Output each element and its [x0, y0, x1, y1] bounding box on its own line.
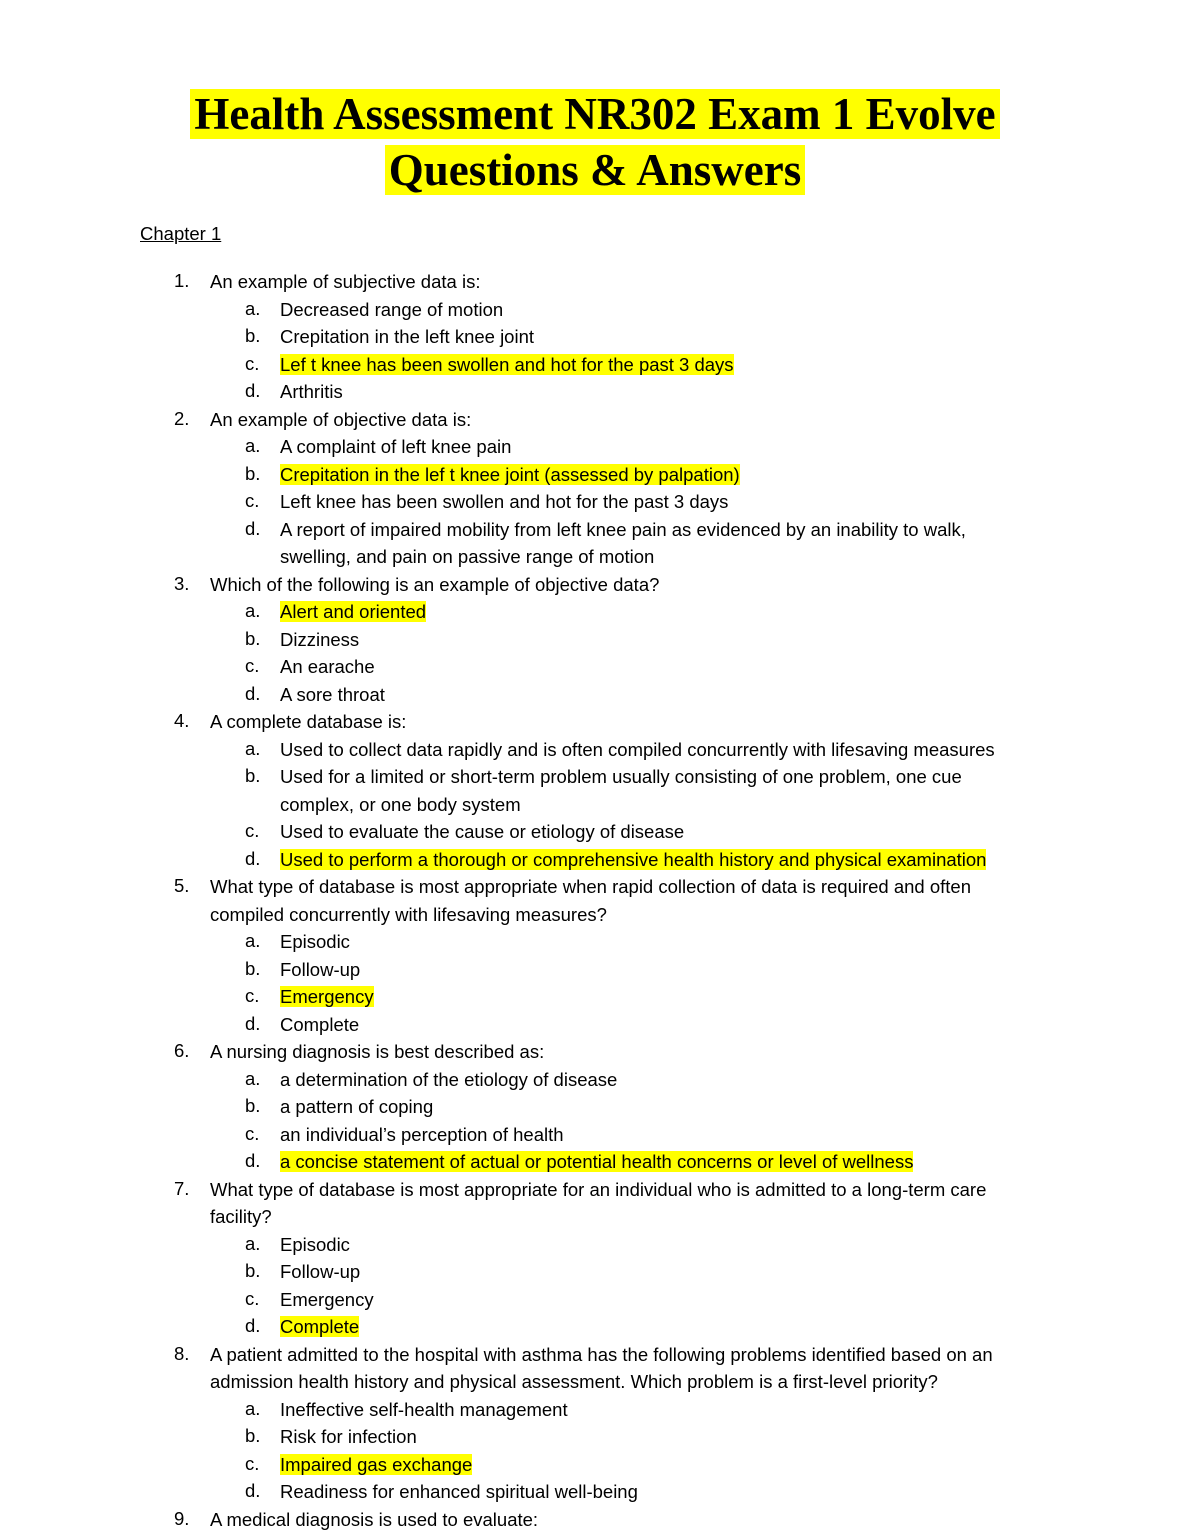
option-text: Dizziness [280, 628, 360, 650]
answer-option [0, 846, 1190, 874]
question-item [0, 406, 1190, 571]
option-letter: b. [245, 1260, 261, 1281]
option-letter: a. [245, 600, 261, 621]
option-text: Used for a limited or short-term problem usually consisting of one problem, one cue complex, or one body system [280, 766, 962, 815]
answer-option [0, 1093, 1190, 1121]
answer-option [0, 1451, 1190, 1479]
answer-option [0, 763, 1190, 818]
correct-answer-highlight: Emergency [280, 986, 374, 1007]
question-list [0, 268, 1190, 1533]
answer-option [0, 818, 1190, 846]
answer-options [0, 598, 1190, 708]
answer-option [0, 1121, 1190, 1149]
question-text: What type of database is most appropriate when rapid collection of data is required and often compiled concurrently with lifesaving measures? [210, 876, 972, 925]
chapter-heading: Chapter 1 [140, 223, 222, 244]
question-number: 7. [174, 1177, 190, 1199]
answer-option [0, 598, 1190, 626]
correct-answer-highlight: Crepitation in the lef t knee joint (assessed by palpation) [280, 463, 740, 485]
answer-option [0, 296, 1190, 324]
option-text: Risk for infection [280, 1426, 417, 1447]
question-text: A complete database is: [210, 711, 407, 732]
question-text: What type of database is most appropriate for an individual who is admitted to a long-term care facility? [210, 1178, 987, 1227]
question-item [0, 1506, 1190, 1534]
option-text: Readiness for enhanced spiritual well-being [280, 1481, 638, 1502]
question-item [0, 1176, 1190, 1341]
option-letter: b. [245, 325, 261, 346]
option-text: Crepitation in the left knee joint [280, 326, 535, 347]
answer-option [0, 1258, 1190, 1286]
question-item [0, 571, 1190, 709]
option-letter: d. [245, 1315, 261, 1336]
option-letter: c. [245, 820, 260, 841]
option-text: a determination of the etiology of disease [280, 1068, 618, 1090]
answer-options [0, 1396, 1190, 1506]
question-text: An example of subjective data is: [210, 271, 481, 292]
title-line-2: Questions & Answers [385, 145, 806, 195]
option-letter: c. [245, 1287, 260, 1309]
correct-answer-highlight: Impaired gas exchange [280, 1453, 473, 1475]
answer-option [0, 653, 1190, 681]
option-letter: c. [245, 1452, 260, 1474]
option-letter: b. [245, 627, 261, 649]
question-text: A patient admitted to the hospital with asthma has the following problems identified based on an admission health history and physical assessment. Which problem is a first-level priority? [210, 1343, 993, 1392]
answer-options [0, 296, 1190, 406]
option-text: Ineffective self-health management [280, 1398, 568, 1420]
question-item [0, 1038, 1190, 1176]
option-text: A complaint of left knee pain [280, 436, 512, 457]
option-letter: c. [245, 655, 260, 676]
answer-option [0, 681, 1190, 709]
option-letter: a. [245, 435, 261, 456]
answer-option [0, 488, 1190, 516]
answer-option [0, 1011, 1190, 1039]
answer-option [0, 1231, 1190, 1259]
option-letter: d. [245, 517, 261, 539]
question-number: 4. [174, 710, 190, 731]
option-letter: b. [245, 1425, 261, 1446]
answer-options [0, 736, 1190, 874]
answer-option [0, 461, 1190, 489]
title-line-1: Health Assessment NR302 Exam 1 Evolve [190, 89, 999, 139]
option-text: A sore throat [280, 683, 385, 705]
option-text: Decreased range of motion [280, 298, 504, 320]
option-letter: d. [245, 847, 261, 869]
answer-option [0, 1066, 1190, 1094]
option-letter: b. [245, 765, 261, 786]
question-item [0, 873, 1190, 1038]
option-letter: b. [245, 957, 261, 979]
answer-option [0, 736, 1190, 764]
correct-answer-highlight: Alert and oriented [280, 601, 427, 622]
answer-option [0, 378, 1190, 406]
correct-answer-highlight: Lef t knee has been swollen and hot for the past 3 days [280, 353, 734, 375]
option-letter: a. [245, 1232, 261, 1254]
question-text: An example of objective data is: [210, 408, 472, 430]
question-number: 2. [174, 407, 190, 429]
option-letter: a. [245, 1067, 261, 1089]
option-text: A report of impaired mobility from left knee pain as evidenced by an inability to walk, swelling, and pain on passive range of motion [280, 518, 966, 567]
option-letter: c. [245, 490, 260, 511]
question-number: 8. [174, 1342, 190, 1364]
answer-option [0, 1478, 1190, 1506]
option-text: an individual’s perception of health [280, 1123, 564, 1145]
option-letter: d. [245, 1012, 261, 1034]
question-item [0, 708, 1190, 873]
answer-option [0, 351, 1190, 379]
question-number: 5. [174, 875, 190, 896]
option-letter: c. [245, 352, 260, 374]
option-text: Emergency [280, 1288, 374, 1310]
answer-option [0, 1313, 1190, 1341]
answer-option [0, 983, 1190, 1011]
option-text: Left knee has been swollen and hot for the past 3 days [280, 491, 729, 512]
option-letter: d. [245, 682, 261, 704]
option-letter: a. [245, 930, 261, 951]
answer-option [0, 516, 1190, 571]
option-letter: d. [245, 1480, 261, 1501]
option-letter: a. [245, 297, 261, 319]
option-letter: b. [245, 462, 261, 484]
answer-options [0, 928, 1190, 1038]
option-letter: a. [245, 1397, 261, 1419]
option-text: Follow-up [280, 958, 361, 980]
option-letter: d. [245, 380, 261, 401]
answer-option [0, 323, 1190, 351]
question-item [0, 1341, 1190, 1506]
question-number: 9. [174, 1507, 190, 1529]
answer-option [0, 1396, 1190, 1424]
question-number: 1. [174, 270, 190, 291]
answer-option [0, 1423, 1190, 1451]
option-text: Episodic [280, 1233, 350, 1255]
option-letter: c. [245, 1122, 260, 1144]
correct-answer-highlight: Used to perform a thorough or comprehensive health history and physical examination [280, 848, 987, 870]
option-letter: d. [245, 1150, 261, 1171]
question-item [0, 268, 1190, 406]
option-text: Used to evaluate the cause or etiology of disease [280, 821, 685, 842]
answer-option [0, 928, 1190, 956]
option-letter: b. [245, 1095, 261, 1116]
question-number: 6. [174, 1040, 190, 1061]
answer-option [0, 433, 1190, 461]
option-text: Follow-up [280, 1261, 361, 1282]
question-text: Which of the following is an example of objective data? [210, 573, 660, 595]
option-letter: a. [245, 737, 261, 759]
question-text: A medical diagnosis is used to evaluate: [210, 1508, 539, 1530]
question-number: 3. [174, 572, 190, 594]
option-text: An earache [280, 656, 375, 677]
option-letter: c. [245, 985, 260, 1006]
option-text: Episodic [280, 931, 350, 952]
answer-options [0, 1066, 1190, 1176]
option-text: Arthritis [280, 381, 343, 402]
correct-answer-highlight: a concise statement of actual or potential health concerns or level of wellness [280, 1151, 914, 1172]
option-text: a pattern of coping [280, 1096, 434, 1117]
answer-options [0, 1231, 1190, 1341]
answer-option [0, 956, 1190, 984]
answer-option [0, 1286, 1190, 1314]
correct-answer-highlight: Complete [280, 1316, 360, 1337]
answer-option [0, 626, 1190, 654]
answer-options [0, 433, 1190, 571]
option-text: Used to collect data rapidly and is often compiled concurrently with lifesaving measures [280, 738, 995, 760]
page-title [0, 86, 1190, 198]
option-text: Complete [280, 1013, 360, 1035]
question-text: A nursing diagnosis is best described as: [210, 1041, 545, 1062]
answer-option [0, 1148, 1190, 1176]
